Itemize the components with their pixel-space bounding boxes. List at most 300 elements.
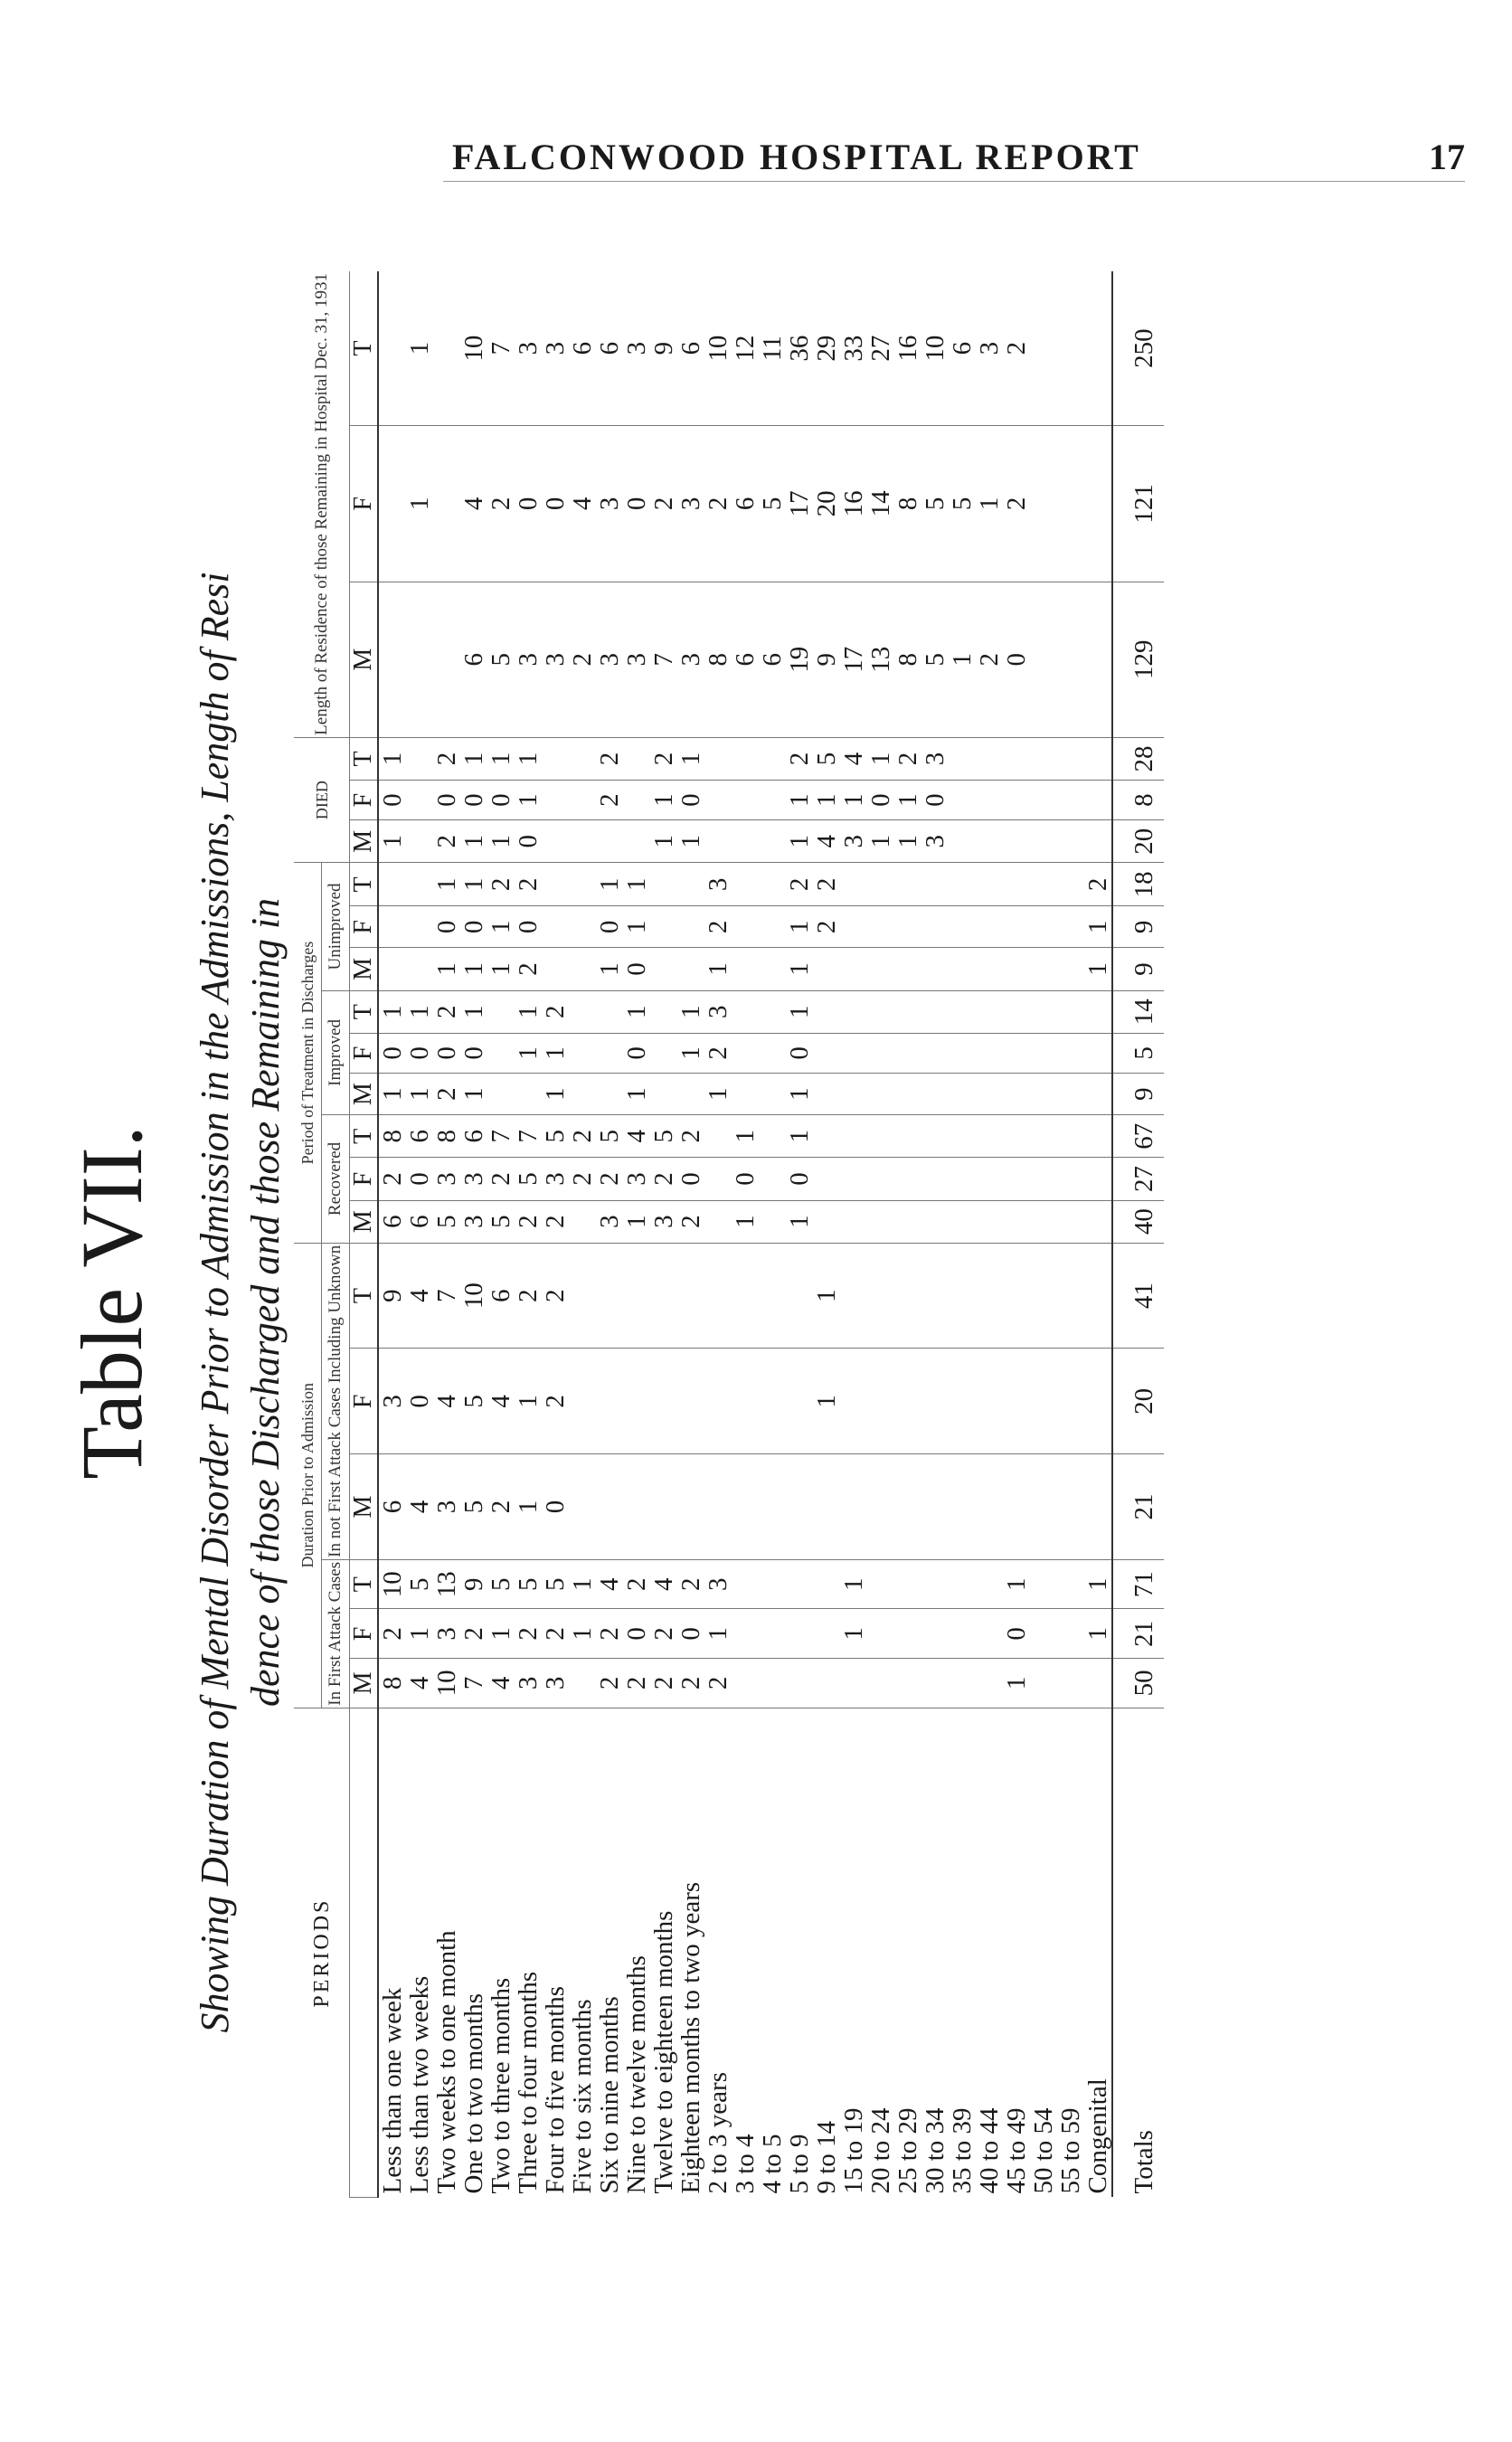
table-cell — [976, 1454, 1003, 1560]
table-cell — [759, 820, 786, 863]
table-cell — [1084, 820, 1112, 863]
table-cell: 8 — [378, 1115, 406, 1158]
table-cell — [759, 1559, 786, 1609]
table-cell — [840, 1659, 867, 1708]
table-cell: 1 — [487, 948, 515, 990]
table-cell — [759, 1200, 786, 1243]
table-cell — [894, 1609, 921, 1659]
table-cell: 9 — [378, 1243, 406, 1349]
table-row — [867, 271, 894, 2198]
table-cell: 0 — [515, 426, 542, 582]
table-cell: 2 — [542, 1200, 569, 1243]
mft-header-cell: F — [350, 1033, 379, 1073]
table-cell — [1084, 1454, 1112, 1560]
table-cell: 0 — [460, 1033, 487, 1073]
table-cell: 3 — [542, 1158, 569, 1200]
table-cell — [1057, 1033, 1084, 1073]
table-cell — [732, 990, 759, 1033]
table-cell: 10 — [460, 1243, 487, 1349]
table-cell: 3 — [596, 582, 623, 737]
table-cell — [813, 1609, 840, 1659]
table-cell — [677, 1243, 704, 1349]
table-cell: 3 — [704, 990, 732, 1033]
table-cell: 7 — [650, 582, 677, 737]
table-cell: 2 — [542, 1243, 569, 1349]
table-cell — [406, 820, 433, 863]
table-cell: 0 — [406, 1349, 433, 1454]
table-cell — [949, 820, 976, 863]
table-cell — [623, 1243, 650, 1349]
table-cell — [759, 1073, 786, 1114]
table-cell: 3 — [542, 271, 569, 426]
table-cell: 40 — [1112, 1200, 1164, 1243]
table-cell — [759, 1609, 786, 1659]
table-cell: 1 — [677, 990, 704, 1033]
table-cell — [921, 863, 949, 906]
table-cell: 27 — [867, 271, 894, 426]
table-cell: 6 — [406, 1115, 433, 1158]
table-cell: 1 — [515, 990, 542, 1033]
table-cell — [1057, 1200, 1084, 1243]
table-cell: 8 — [378, 1659, 406, 1708]
table-cell — [1030, 906, 1057, 948]
table-cell: 0 — [487, 781, 515, 820]
table-cell — [406, 781, 433, 820]
table-cell — [921, 906, 949, 948]
table-cell — [867, 1454, 894, 1560]
table-row — [840, 271, 867, 2198]
table-cell: 3 — [515, 271, 542, 426]
table-cell — [378, 426, 406, 582]
table-cell: 2 — [704, 1033, 732, 1073]
period-label: Less than two weeks — [405, 1975, 434, 2194]
table-cell: 0 — [732, 1158, 759, 1200]
table-cell: 0 — [596, 906, 623, 948]
table-cell: 1 — [840, 781, 867, 820]
table-cell: 2 — [786, 737, 813, 780]
table-cell: 1 — [542, 1073, 569, 1114]
table-cell: 1 — [623, 1200, 650, 1243]
table-cell — [867, 863, 894, 906]
table-cell: 129 — [1112, 582, 1164, 737]
table-cell — [378, 271, 406, 426]
table-cell: 3 — [623, 271, 650, 426]
period-label: 3 to 4 — [731, 2134, 760, 2194]
table-cell: 4 — [813, 820, 840, 863]
table-cell: 3 — [677, 582, 704, 737]
table-cell: 20 — [1112, 1349, 1164, 1454]
table-cell — [542, 737, 569, 780]
table-cell: 2 — [542, 1349, 569, 1454]
table-cell — [1003, 1073, 1030, 1114]
table-cell — [867, 1559, 894, 1609]
table-cell: 0 — [786, 1158, 813, 1200]
table-cell — [759, 863, 786, 906]
table-cell: 1 — [1003, 1559, 1030, 1609]
table-cell: 2 — [596, 781, 623, 820]
table-row — [813, 271, 840, 2198]
table-cell — [1057, 781, 1084, 820]
table-row — [515, 271, 542, 2198]
table-cell: 14 — [1112, 990, 1164, 1033]
table-cell — [569, 990, 596, 1033]
table-cell: 0 — [515, 820, 542, 863]
table-cell: 0 — [921, 781, 949, 820]
table-cell: 1 — [487, 737, 515, 780]
table-cell: 2 — [460, 1609, 487, 1659]
mft-header-cell: T — [350, 271, 379, 426]
table-cell: 1 — [677, 737, 704, 780]
table-cell — [1084, 1200, 1112, 1243]
table-cell: 10 — [704, 271, 732, 426]
mft-header-cell: M — [350, 1073, 379, 1114]
table-cell: 7 — [515, 1115, 542, 1158]
table-cell — [949, 737, 976, 780]
table-cell: 4 — [406, 1243, 433, 1349]
table-row — [921, 271, 949, 2198]
table-row — [569, 271, 596, 2198]
table-row — [1057, 271, 1084, 2198]
period-label: 40 to 44 — [975, 2107, 1004, 2194]
table-cell — [1057, 1349, 1084, 1454]
table-cell: 1 — [460, 820, 487, 863]
table-cell — [949, 1349, 976, 1454]
table-cell: 6 — [406, 1200, 433, 1243]
died-header: DIED — [294, 737, 350, 862]
table-cell — [759, 1349, 786, 1454]
table-row — [1084, 271, 1112, 2198]
table-cell — [677, 906, 704, 948]
mft-header-cell: M — [350, 1659, 379, 1708]
table-cell — [1030, 820, 1057, 863]
table-cell: 1 — [1084, 1559, 1112, 1609]
table-cell: 1 — [786, 1200, 813, 1243]
table-cell — [650, 948, 677, 990]
table-cell: 3 — [542, 582, 569, 737]
table-cell — [569, 1349, 596, 1454]
table-cell: 3 — [677, 426, 704, 582]
table-cell — [949, 1659, 976, 1708]
unimproved-header: Unimproved — [322, 863, 350, 990]
table-cell: 3 — [840, 820, 867, 863]
table-cell — [1030, 1158, 1057, 1200]
table-cell: 27 — [1112, 1158, 1164, 1200]
table-cell: 4 — [596, 1559, 623, 1609]
table-cell: 1 — [623, 990, 650, 1033]
table-cell — [949, 1158, 976, 1200]
table-cell — [677, 863, 704, 906]
table-cell: 4 — [569, 426, 596, 582]
table-cell — [596, 1073, 623, 1114]
table-cell — [1057, 820, 1084, 863]
table-cell — [406, 948, 433, 990]
table-cell — [650, 1349, 677, 1454]
table-cell — [921, 1559, 949, 1609]
table-cell: 2 — [596, 1609, 623, 1659]
table-cell: 5 — [650, 1115, 677, 1158]
table-cell: 8 — [894, 426, 921, 582]
table-cell — [1030, 863, 1057, 906]
table-cell: 19 — [786, 582, 813, 737]
table-cell — [786, 1559, 813, 1609]
table-cell — [921, 990, 949, 1033]
table-cell: 9 — [460, 1559, 487, 1609]
table-cell: 2 — [677, 1659, 704, 1708]
treatment-header: Period of Treatment in Discharges — [294, 863, 322, 1243]
table-cell: 2 — [623, 1559, 650, 1609]
table-row — [704, 271, 732, 2198]
table-cell: 1 — [460, 1073, 487, 1114]
table-cell — [650, 906, 677, 948]
table-cell: 0 — [378, 1033, 406, 1073]
table-cell: 1 — [786, 906, 813, 948]
table-cell: 3 — [596, 1200, 623, 1243]
table-cell: 2 — [542, 990, 569, 1033]
period-label: 30 to 34 — [921, 2107, 950, 2194]
table-cell: 1 — [460, 990, 487, 1033]
table-cell — [732, 863, 759, 906]
mft-header-cell: M — [350, 948, 379, 990]
mft-header-cell: T — [350, 990, 379, 1033]
table-cell — [786, 1243, 813, 1349]
table-cell — [704, 1158, 732, 1200]
table-cell — [976, 906, 1003, 948]
table-cell: 10 — [433, 1659, 460, 1708]
table-cell — [1057, 737, 1084, 780]
table-cell — [1003, 781, 1030, 820]
table-cell: 1 — [840, 1559, 867, 1609]
table-cell: 5 — [460, 1349, 487, 1454]
table-cell: 3 — [460, 1158, 487, 1200]
table-cell — [542, 863, 569, 906]
table-cell: 7 — [460, 1659, 487, 1708]
table-cell: 5 — [813, 737, 840, 780]
table-cell: 3 — [460, 1200, 487, 1243]
table-cell — [894, 906, 921, 948]
table-cell: 2 — [515, 948, 542, 990]
mft-header-cell: F — [350, 426, 379, 582]
table-cell — [378, 582, 406, 737]
table-cell — [1057, 1559, 1084, 1609]
table-cell: 36 — [786, 271, 813, 426]
table-cell — [1003, 1033, 1030, 1073]
table-cell: 2 — [378, 1158, 406, 1200]
table-cell — [406, 737, 433, 780]
table-cell: 2 — [1003, 426, 1030, 582]
table-cell — [894, 1073, 921, 1114]
table-cell — [867, 1115, 894, 1158]
table-cell: 2 — [677, 1559, 704, 1609]
table-cell — [949, 781, 976, 820]
table-cell — [1084, 990, 1112, 1033]
table-cell — [1084, 582, 1112, 737]
table-cell: 5 — [515, 1559, 542, 1609]
table-cell: 4 — [406, 1454, 433, 1560]
table-cell — [867, 990, 894, 1033]
table-cell — [569, 737, 596, 780]
table-cell — [976, 1559, 1003, 1609]
table-cell: 1 — [732, 1115, 759, 1158]
table-cell: 1 — [378, 990, 406, 1033]
table-cell: 1 — [704, 948, 732, 990]
table-cell — [1030, 1243, 1057, 1349]
table-cell — [1003, 1158, 1030, 1200]
table-cell — [732, 1609, 759, 1659]
table-cell: 0 — [433, 781, 460, 820]
period-label: Two to three months — [487, 1977, 515, 2194]
period-label: 5 to 9 — [785, 2134, 814, 2194]
table-cell: 2 — [542, 1609, 569, 1659]
table-cell — [867, 1033, 894, 1073]
table-cell: 1 — [623, 1073, 650, 1114]
table-cell — [976, 737, 1003, 780]
table-cell: 8 — [704, 582, 732, 737]
table-cell: 1 — [867, 820, 894, 863]
table-cell — [921, 1609, 949, 1659]
table-cell — [759, 1243, 786, 1349]
table-cell: 3 — [515, 582, 542, 737]
table-cell: 1 — [650, 781, 677, 820]
table-cell — [1030, 990, 1057, 1033]
table-cell — [704, 820, 732, 863]
table-cell: 2 — [569, 1115, 596, 1158]
first-attack-header: In First Attack Cases — [322, 1559, 350, 1708]
table-cell — [813, 1073, 840, 1114]
table-cell: 1 — [623, 906, 650, 948]
table-cell — [596, 820, 623, 863]
table-cell — [840, 990, 867, 1033]
table-cell: 2 — [515, 1609, 542, 1659]
table-cell: 4 — [460, 426, 487, 582]
table-cell — [406, 906, 433, 948]
table-cell — [487, 1073, 515, 1114]
table-cell — [569, 1243, 596, 1349]
table-cell — [1003, 990, 1030, 1033]
table-cell: 7 — [487, 271, 515, 426]
table-cell: 1 — [677, 820, 704, 863]
table-cell: 1 — [596, 863, 623, 906]
table-cell — [732, 1559, 759, 1609]
mft-header-cell: M — [350, 1200, 379, 1243]
table-cell: 1 — [406, 1609, 433, 1659]
table-cell — [569, 906, 596, 948]
table-cell — [867, 948, 894, 990]
table-cell: 21 — [1112, 1609, 1164, 1659]
table-cell — [949, 906, 976, 948]
table-row — [894, 271, 921, 2198]
table-cell: 9 — [1112, 1073, 1164, 1114]
table-cell: 14 — [867, 426, 894, 582]
table-row — [949, 271, 976, 2198]
table-cell — [1084, 737, 1112, 780]
table-cell — [786, 1349, 813, 1454]
table-cell — [569, 1454, 596, 1560]
table-cell: 2 — [515, 1200, 542, 1243]
table-cell — [976, 1158, 1003, 1200]
table-cell — [623, 1454, 650, 1560]
table-cell: 2 — [704, 906, 732, 948]
subtitle-line-1: Showing Duration of Mental Disorder Prior to Admission in the Admissions, Length of Resi — [193, 572, 237, 2033]
mft-header-cell: F — [350, 906, 379, 948]
table-cell: 0 — [1003, 582, 1030, 737]
table-cell: 71 — [1112, 1559, 1164, 1609]
table-cell: 5 — [921, 582, 949, 737]
table-cell — [732, 948, 759, 990]
periods-header: PERIODS — [294, 1708, 350, 2197]
table-cell — [569, 781, 596, 820]
table-cell — [949, 1609, 976, 1659]
table-cell: 13 — [867, 582, 894, 737]
mft-header-cell: M — [350, 1454, 379, 1560]
table-cell: 1 — [596, 948, 623, 990]
table-cell: 5 — [487, 1559, 515, 1609]
table-cell — [732, 906, 759, 948]
table-cell — [1057, 1243, 1084, 1349]
mft-header-cell: M — [350, 820, 379, 863]
table-cell: 1 — [1084, 948, 1112, 990]
not-first-attack-header: In not First Attack Cases Including Unknown — [322, 1243, 350, 1559]
table-cell: 3 — [515, 1659, 542, 1708]
table-cell: 18 — [1112, 863, 1164, 906]
period-label: Totals — [1112, 1708, 1164, 2197]
table-row — [1030, 271, 1057, 2198]
table-cell — [949, 990, 976, 1033]
running-title: FALCONWOOD HOSPITAL REPORT — [452, 137, 1141, 177]
table-cell — [623, 737, 650, 780]
table-cell — [433, 582, 460, 737]
table-cell: 6 — [378, 1454, 406, 1560]
table-cell: 6 — [596, 271, 623, 426]
table-cell — [1003, 1200, 1030, 1243]
table-cell — [623, 820, 650, 863]
table-cell: 1 — [515, 781, 542, 820]
table-cell: 1 — [786, 1115, 813, 1158]
table-cell: 5 — [1112, 1033, 1164, 1073]
table-cell: 7 — [433, 1243, 460, 1349]
table-cell: 12 — [732, 271, 759, 426]
table-cell: 5 — [949, 426, 976, 582]
period-label: Nine to twelve months — [622, 1955, 651, 2194]
table-cell: 3 — [704, 1559, 732, 1609]
table-cell — [732, 1454, 759, 1560]
table-cell: 1 — [1003, 1659, 1030, 1708]
table-cell — [894, 1033, 921, 1073]
period-label: 45 to 49 — [1002, 2107, 1031, 2194]
table-cell — [1057, 1115, 1084, 1158]
duration-header: Duration Prior to Admission — [294, 1243, 322, 1708]
table-cell — [1003, 863, 1030, 906]
table-cell: 0 — [1003, 1609, 1030, 1659]
table-cell: 0 — [406, 1033, 433, 1073]
mft-header-cell: M — [350, 582, 379, 737]
table-cell: 1 — [487, 1609, 515, 1659]
table-cell — [704, 1200, 732, 1243]
table-cell — [1003, 820, 1030, 863]
table-cell — [867, 1609, 894, 1659]
table-cell: 1 — [406, 271, 433, 426]
table-cell: 5 — [921, 426, 949, 582]
table-cell — [1057, 426, 1084, 582]
table-cell — [759, 1659, 786, 1708]
table-cell — [732, 737, 759, 780]
table-cell: 3 — [623, 1158, 650, 1200]
table-cell — [813, 1158, 840, 1200]
table-cell: 2 — [704, 1659, 732, 1708]
period-label: 15 to 19 — [839, 2107, 868, 2194]
table-cell: 6 — [949, 271, 976, 426]
table-cell: 1 — [378, 737, 406, 780]
table-cell: 0 — [623, 1609, 650, 1659]
